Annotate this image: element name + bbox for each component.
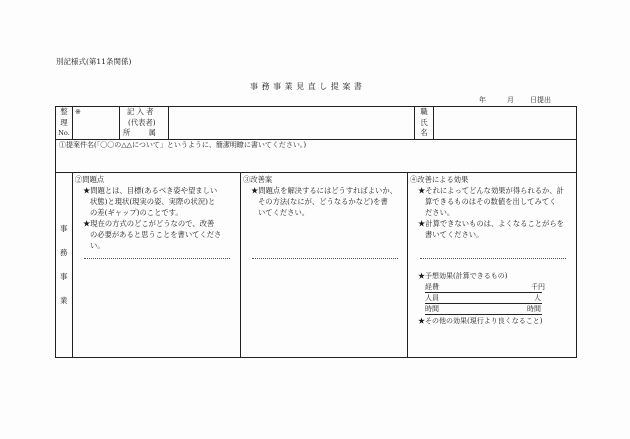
effect-section: ④改善による効果 ★それによってどんな効果が得られるか、計 算できるものはその数値を出してみてく ださい。 ★計算できないものは、よくなることがらを 書いてください。 xyxy=(410,175,564,239)
problem-section: ②問題点 ★問題とは、目標(あるべき姿や望ましい 状態)と現状(現実の姿、実際の状況)と の差(ギャップ)のことです。 ★現在の方式のどこがどうなので、改善 の必要があると思うことを書いてくださ い。 xyxy=(75,175,222,250)
personnel-label: 人員 xyxy=(425,294,439,302)
expense-input[interactable] xyxy=(445,282,529,292)
form-title: 事 務 事 業 見 直 し 提 案 書 xyxy=(250,82,363,91)
expense-label: 経費 xyxy=(425,283,439,291)
position-name-input-area[interactable] xyxy=(434,107,575,138)
problem-dotted-line xyxy=(84,258,230,259)
problem-input-area[interactable] xyxy=(73,262,239,356)
date-year-label: 年 xyxy=(479,96,486,104)
effect-heading: ④改善による効果 xyxy=(410,175,469,184)
effect-dotted-line xyxy=(420,258,566,259)
personnel-unit: 人 xyxy=(534,294,541,302)
date-month-label: 月 xyxy=(507,96,514,104)
filer-input-area[interactable] xyxy=(169,107,413,138)
filer-label: 記 入 者 (代表者) 所 属 xyxy=(123,107,164,137)
subject-input-area[interactable] xyxy=(56,150,575,171)
improvement-dotted-line xyxy=(252,258,398,259)
date-day-label: 日提出 xyxy=(530,96,551,104)
expense-unit: 千円 xyxy=(531,283,545,291)
time-input[interactable] xyxy=(445,304,525,314)
subject-instruction: ①提案件名(「〇〇の△△について」というように、簡潔明瞭に書いてください。) xyxy=(59,141,307,149)
improvement-section: ③改善案 ★問題点を解決するにはどうすればよいか、 その方法(なにが、どうなるかなど)を書 いてください。 xyxy=(243,175,397,217)
asterisk-mark: ※ xyxy=(75,108,81,116)
time-unit: 時間 xyxy=(527,305,541,313)
other-effects-input-area[interactable] xyxy=(409,328,575,356)
time-label: 時間 xyxy=(425,305,439,313)
expected-effect-heading: ★予想効果(計算できるもの) xyxy=(418,272,508,280)
annex-label: 別記様式(第11条関係) xyxy=(56,57,132,66)
improvement-heading: ③改善案 xyxy=(243,175,273,184)
improvement-input-area[interactable] xyxy=(241,262,406,356)
maintenance-no-label: 整 理 No. xyxy=(58,107,70,137)
position-name-label: 職 氏 名 xyxy=(420,107,428,137)
other-effects-heading: ★その他の効果(現行より良くなること) xyxy=(418,317,543,325)
personnel-input[interactable] xyxy=(445,293,529,303)
problem-heading: ②問題点 xyxy=(75,175,105,184)
